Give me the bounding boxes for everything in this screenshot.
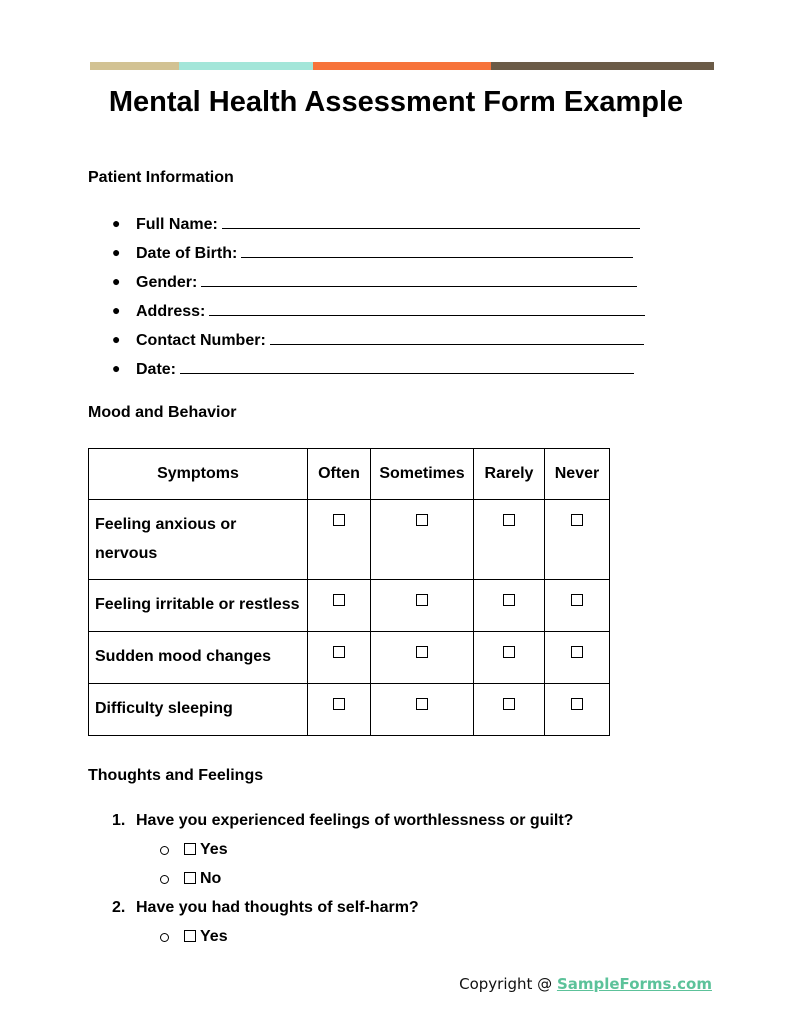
checkbox-no[interactable] <box>184 872 196 884</box>
checkbox-rarely[interactable] <box>503 698 515 710</box>
option-yes[interactable]: Yes <box>88 839 573 868</box>
checkbox-never[interactable] <box>571 594 583 606</box>
full-name-input-line[interactable] <box>222 212 640 229</box>
checkbox-never[interactable] <box>571 698 583 710</box>
bullet-icon: ● <box>112 302 121 318</box>
question-1-options <box>88 839 573 897</box>
color-bar-segment-tan <box>90 62 179 70</box>
field-date: ● Date: <box>88 357 645 386</box>
checkbox-yes[interactable] <box>184 843 196 855</box>
checkbox-often[interactable] <box>333 698 345 710</box>
column-header-rarely: Rarely <box>474 449 545 500</box>
column-header-never: Never <box>545 449 610 500</box>
question-text: Have you had thoughts of self-harm? <box>136 899 419 916</box>
checkbox-sometimes[interactable] <box>416 698 428 710</box>
mood-behavior-table <box>88 448 610 736</box>
checkbox-yes[interactable] <box>184 930 196 942</box>
circle-bullet-icon <box>160 933 169 942</box>
checkbox-rarely[interactable] <box>503 594 515 606</box>
date-input-line[interactable] <box>180 357 634 374</box>
column-header-often: Often <box>308 449 371 500</box>
address-input-line[interactable] <box>209 299 645 316</box>
option-no[interactable]: No <box>88 868 573 897</box>
question-item: 1. Have you experienced feelings of worthlessness or guilt? <box>112 812 574 829</box>
table-header-row <box>89 449 610 500</box>
bullet-icon: ● <box>112 273 121 289</box>
color-bar-segment-teal <box>179 62 313 70</box>
table-row <box>89 500 610 580</box>
field-address: ● Address: <box>88 299 645 328</box>
field-full-name: ● Full Name: <box>88 212 645 241</box>
checkbox-never[interactable] <box>571 646 583 658</box>
checkbox-rarely[interactable] <box>503 514 515 526</box>
date-of-birth-input-line[interactable] <box>241 241 633 258</box>
gender-input-line[interactable] <box>201 270 637 287</box>
patient-info-fields <box>88 212 645 386</box>
bullet-icon: ● <box>112 360 121 376</box>
checkbox-sometimes[interactable] <box>416 514 428 526</box>
circle-bullet-icon <box>160 875 169 884</box>
checkbox-sometimes[interactable] <box>416 646 428 658</box>
patient-information-heading: Patient Information <box>88 169 234 186</box>
question-2-options <box>88 926 573 955</box>
page-title: Mental Health Assessment Form Example <box>108 86 684 118</box>
symptom-label: Difficulty sleeping <box>89 684 308 736</box>
checkbox-rarely[interactable] <box>503 646 515 658</box>
checkbox-often[interactable] <box>333 646 345 658</box>
question-item: 2. Have you had thoughts of self-harm? <box>112 899 419 916</box>
color-bar-segment-orange <box>313 62 491 70</box>
thoughts-questions-list <box>88 810 573 955</box>
field-gender: ● Gender: <box>88 270 645 299</box>
checkbox-often[interactable] <box>333 514 345 526</box>
mood-behavior-heading: Mood and Behavior <box>88 404 237 421</box>
bullet-icon: ● <box>112 244 121 260</box>
table-row <box>89 580 610 632</box>
circle-bullet-icon <box>160 846 169 855</box>
bullet-icon: ● <box>112 215 121 231</box>
footer-copyright: Copyright @ SampleForms.com <box>459 975 712 993</box>
checkbox-often[interactable] <box>333 594 345 606</box>
symptom-label: Sudden mood changes <box>89 632 308 684</box>
bullet-icon: ● <box>112 331 121 347</box>
table-row <box>89 684 610 736</box>
header-color-bar <box>90 62 714 70</box>
field-contact-number: ● Contact Number: <box>88 328 645 357</box>
column-header-symptoms: Symptoms <box>89 449 308 500</box>
thoughts-feelings-heading: Thoughts and Feelings <box>88 767 264 784</box>
contact-number-input-line[interactable] <box>270 328 644 345</box>
color-bar-segment-brown <box>491 62 714 70</box>
symptom-label: Feeling irritable or restless <box>89 580 308 632</box>
checkbox-sometimes[interactable] <box>416 594 428 606</box>
sampleforms-link[interactable]: SampleForms.com <box>556 975 712 993</box>
table-row <box>89 632 610 684</box>
option-yes[interactable]: Yes <box>88 926 573 955</box>
column-header-sometimes: Sometimes <box>371 449 474 500</box>
symptom-label: Feeling anxious or nervous <box>89 500 308 580</box>
question-text: Have you experienced feelings of worthlessness or guilt? <box>136 812 574 829</box>
checkbox-never[interactable] <box>571 514 583 526</box>
field-date-of-birth: ● Date of Birth: <box>88 241 645 270</box>
